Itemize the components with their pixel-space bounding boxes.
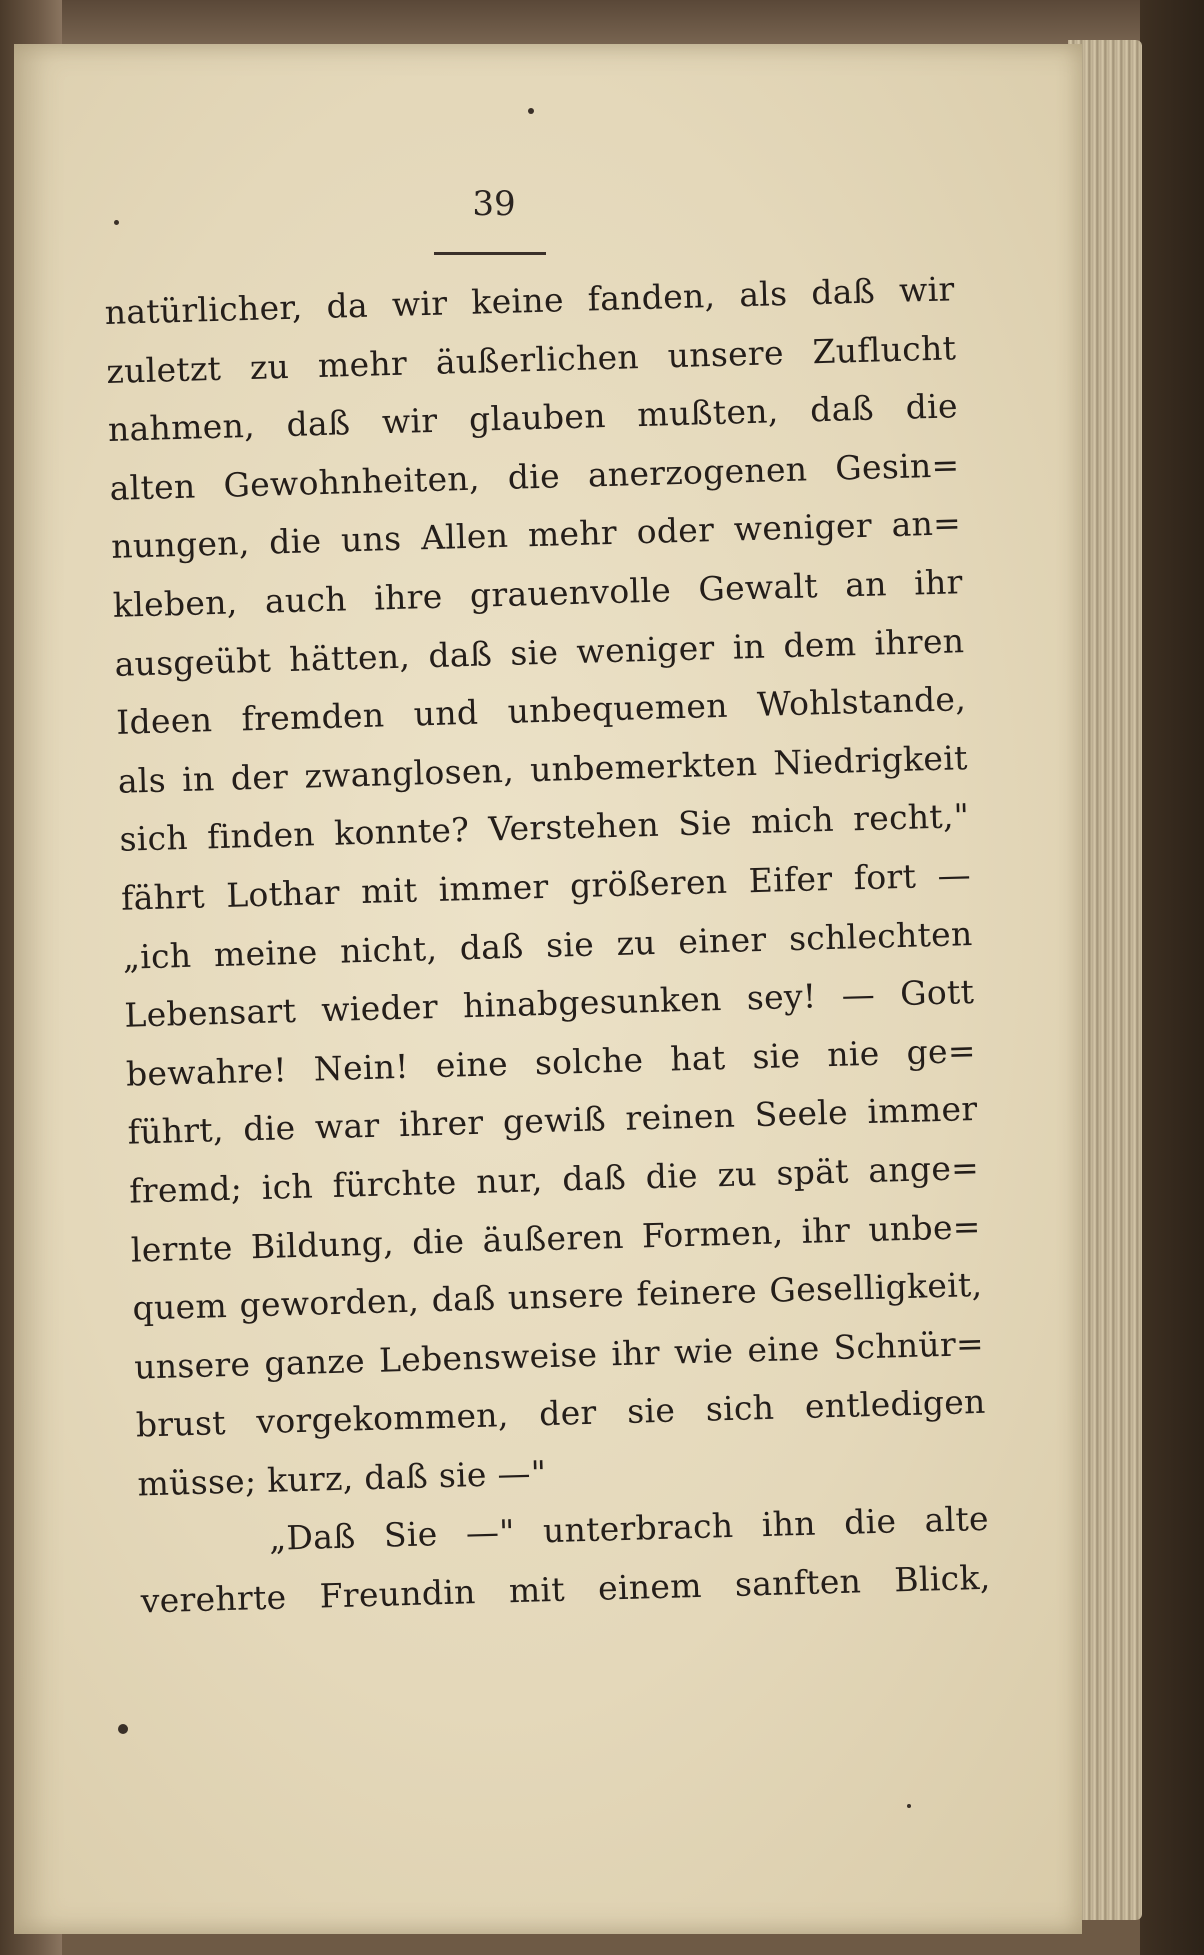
- text-line: fährt Lothar mit immer größeren Eifer fort —: [120, 854, 972, 918]
- text-line: bewahre! Nein! eine solche hat sie nie ge=: [125, 1030, 977, 1094]
- text-line: ausgeübt hätten, daß sie weniger in dem ihren: [114, 620, 965, 684]
- text-line: „Daß Sie —" unterbrach ihn die alte: [268, 1499, 990, 1559]
- text-line: unsere ganze Lebensweise ihr wie eine Schnür=: [133, 1323, 985, 1387]
- text-line: natürlicher, da wir keine fanden, als daß wir: [104, 269, 956, 332]
- text-line: kleben, auch ihre grauenvolle Gewalt an ihr: [112, 562, 964, 625]
- text-line: Lebensart wieder hinabgesunken sey! — Gott: [123, 972, 975, 1035]
- text-line: sich finden konnte? Verstehen Sie mich recht,": [118, 796, 970, 860]
- book-cover-right: [1140, 0, 1204, 1955]
- text-line: alten Gewohnheiten, die anerzogenen Gesin=: [109, 444, 960, 508]
- book-cover-top: [0, 0, 1204, 48]
- text-line: müsse; kurz, daß sie —": [136, 1452, 547, 1504]
- text-line: als in der zwanglosen, unbemerkten Niedrigkeit: [117, 737, 969, 801]
- paper-speck: [118, 1724, 128, 1734]
- text-line: fremd; ich fürchte nur, daß die zu spät ange=: [128, 1147, 980, 1211]
- paper-speck: [528, 108, 534, 114]
- text-line: verehrte Freundin mit einem sanften Blick,: [140, 1557, 992, 1621]
- text-line: Ideen fremden und unbequemen Wohlstande,: [115, 679, 967, 742]
- page-number: 39: [472, 184, 516, 224]
- book-page: [14, 44, 1082, 1934]
- text-line: lernte Bildung, die äußeren Formen, ihr unbe=: [130, 1206, 982, 1270]
- text-line: nahmen, daß wir glauben mußten, daß die: [107, 386, 959, 450]
- text-line: führt, die war ihrer gewiß reinen Seele immer: [127, 1089, 978, 1152]
- text-line: „ich meine nicht, daß sie zu einer schlechten: [122, 913, 974, 977]
- text-line: zuletzt zu mehr äußerlichen unsere Zuflucht: [105, 327, 957, 391]
- paper-speck: [907, 1804, 911, 1808]
- page-text: [104, 260, 991, 1631]
- text-line: quem geworden, daß unsere feinere Geselligkeit,: [132, 1264, 983, 1328]
- page-number-rule: [434, 252, 546, 255]
- text-line: nungen, die uns Allen mehr oder weniger an=: [110, 503, 962, 567]
- paper-speck: [114, 220, 119, 225]
- text-line: brust vorgekommen, der sie sich entledigen: [135, 1382, 987, 1445]
